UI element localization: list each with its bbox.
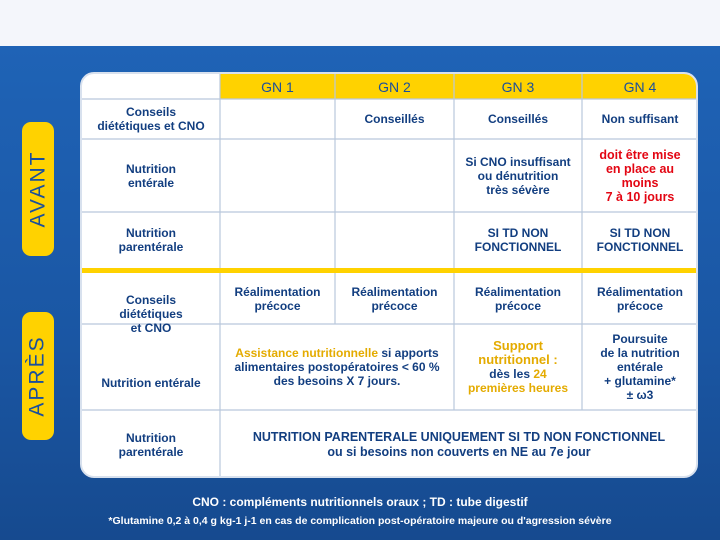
- avant-label: [22, 122, 54, 256]
- apres-label-text: APRÈS: [26, 335, 50, 417]
- row-label-avant-enterale: Nutrition entérale: [126, 161, 176, 190]
- assistance-highlight: Assistance nutritionnelle: [235, 346, 378, 360]
- apres-enterale-gn1-gn2: [220, 324, 454, 410]
- row-label-avant-parenterale: Nutrition parentérale: [118, 226, 184, 254]
- column-header-gn4: GN 4: [623, 78, 657, 95]
- top-band: [0, 0, 720, 46]
- apres-conseils-gn2: Réalimentation précoce: [351, 284, 438, 313]
- column-header-gn1: GN 1: [261, 78, 294, 95]
- row-label-avant-conseils: Conseils diététiques et CNO: [97, 105, 205, 133]
- avant-conseils-gn4: Non suffisant: [601, 112, 679, 126]
- row-label-apres-conseils: Conseils diététiques et CNO: [119, 293, 183, 335]
- row-label-apres-parenterale: Nutrition parentérale: [118, 431, 184, 459]
- avant-parenterale-gn3: SI TD NON FONCTIONNEL: [474, 226, 562, 254]
- avant-parenterale-gn4: SI TD NON FONCTIONNEL: [596, 226, 684, 254]
- column-header-gn2: GN 2: [378, 78, 411, 95]
- avant-enterale-gn4: doit être mise en place au moins 7 à 10 jours: [599, 147, 681, 204]
- apres-conseils-gn1: Réalimentation précoce: [234, 284, 321, 313]
- apres-enterale-gn3: [454, 324, 582, 410]
- support-text: dès les: [489, 367, 530, 381]
- avant-label-text: AVANT: [26, 150, 49, 228]
- support-hours-number: 24: [533, 367, 547, 381]
- footer-glutamine-note: *Glutamine 0,2 à 0,4 g kg-1 j-1 en cas de complication post-opératoire majeure ou d'agression sévère: [108, 515, 612, 527]
- apres-conseils-gn3: Réalimentation précoce: [474, 284, 561, 313]
- apres-parenterale-merged: NUTRITION PARENTERALE UNIQUEMENT SI TD NON FONCTIONNEL ou si besoins non couverts en NE au 7e jour: [252, 430, 666, 459]
- support-highlight: Support nutritionnel :: [478, 338, 558, 367]
- avant-conseils-gn3: Conseillés: [487, 112, 549, 126]
- support-hours-text: premières heures: [467, 381, 569, 395]
- avant-conseils-gn2: Conseillés: [364, 112, 425, 126]
- column-header-gn3: GN 3: [501, 78, 535, 95]
- avant-enterale-gn3: Si CNO insuffisant ou dénutrition très sévère: [465, 154, 571, 197]
- footer-abbreviations: CNO : compléments nutritionnels oraux ; TD : tube digestif: [192, 495, 528, 509]
- row-label-apres-enterale: Nutrition entérale: [101, 375, 201, 390]
- apres-conseils-gn4: Réalimentation précoce: [596, 284, 683, 313]
- apres-enterale-gn4: Poursuite de la nutrition entérale + glutamine* ± ω3: [600, 332, 680, 402]
- nutrition-table: [80, 72, 698, 478]
- apres-label: [22, 312, 54, 440]
- assistance-text: si apports alimentaires postopératoires < 60 % des besoins X 7 jours.: [234, 346, 440, 388]
